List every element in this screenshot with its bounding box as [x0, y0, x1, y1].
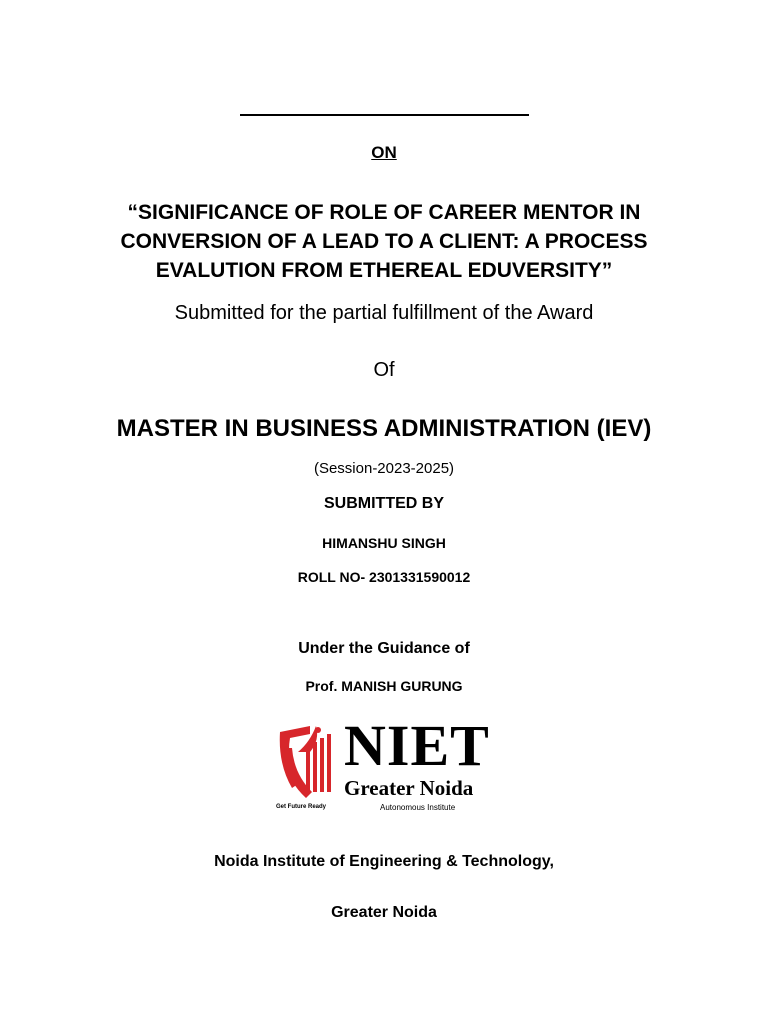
roll-number: ROLL NO- 2301331590012 — [297, 569, 471, 585]
report-title — [0, 198, 768, 285]
submission-statement: Submitted for the partial fulfillment of the Award — [174, 302, 594, 324]
logo-motto: Get Future Ready — [276, 804, 327, 810]
student-name: HIMANSHU SINGH — [322, 535, 446, 551]
title-line: EVALUTION FROM ETHEREAL EDUVERSITY” — [155, 259, 613, 282]
institute-name: Noida Institute of Engineering & Technology, — [214, 853, 554, 870]
logo-subtitle: Greater Noida — [344, 776, 474, 800]
logo-tagline: Autonomous Institute — [380, 803, 456, 812]
title-line: CONVERSION OF A LEAD TO A CLIENT: A PROCESS — [120, 230, 648, 253]
guidance-label: Under the Guidance of — [298, 640, 470, 657]
logo-wordmark: NIET — [344, 713, 490, 778]
submitted-by-label: SUBMITTED BY — [324, 495, 444, 512]
top-rule — [240, 114, 529, 116]
institute-city: Greater Noida — [331, 904, 437, 921]
niet-logo — [276, 713, 506, 817]
niet-emblem-icon — [276, 722, 342, 804]
guide-name: Prof. MANISH GURUNG — [305, 678, 463, 694]
degree-name: MASTER IN BUSINESS ADMINISTRATION (IEV) — [116, 415, 652, 442]
session-years: (Session-2023-2025) — [313, 460, 455, 477]
of-label: Of — [373, 359, 395, 381]
title-line: “SIGNIFICANCE OF ROLE OF CAREER MENTOR IN — [127, 201, 641, 224]
on-label: ON — [371, 143, 397, 162]
